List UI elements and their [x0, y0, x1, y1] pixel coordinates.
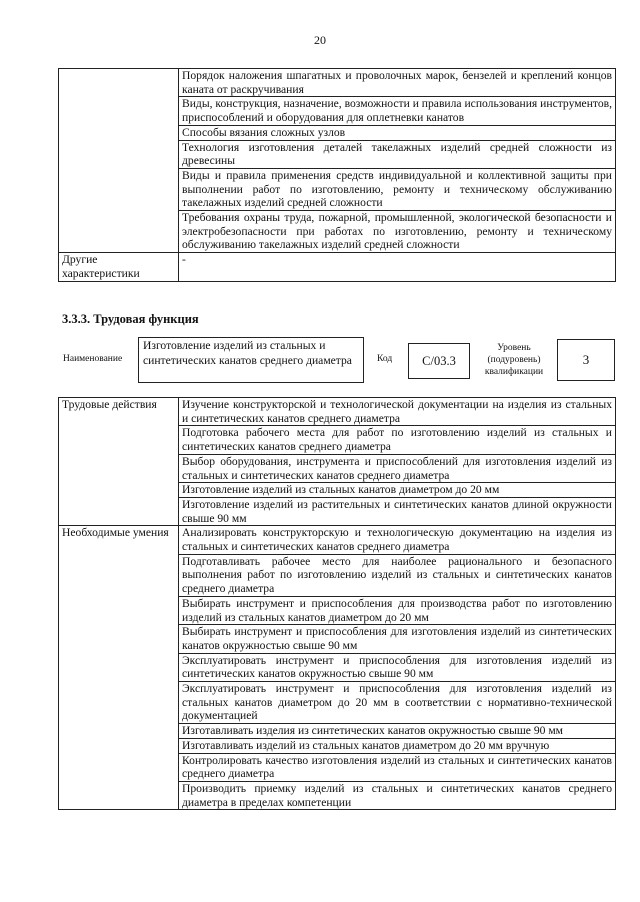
table-cell: Контролировать качество изготовления изделий из стальных и синтетических канатов среднего диаметра [179, 753, 616, 781]
table-cell: Порядок наложения шпагатных и проволочных марок, бензелей и креплений концов каната от раскручивания [179, 69, 616, 97]
page-number: 20 [314, 33, 326, 47]
table-cell: Изучение конструкторской и технологической документации на изделия из стальных и синтетических канатов среднего диаметра [179, 398, 616, 426]
labor-function-table [58, 397, 616, 810]
code-label: Код [377, 354, 393, 364]
labor-actions-label: Трудовые действия [59, 398, 179, 526]
knowledge-table-continued [58, 68, 616, 282]
table-cell: Виды, конструкция, назначение, возможности и правила использования инструментов, приспособлений и оборудования для оплетневки канатов [179, 97, 616, 125]
table-cell: Эксплуатировать инструмент и приспособления для изготовления изделий из синтетических канатов окружностью свыше 90 мм [179, 653, 616, 681]
required-skills-label: Необходимые умения [59, 526, 179, 810]
table-cell: Подготавливать рабочее место для наиболее рационального и безопасного выполнения работ по изготовлению изделий из стальных и синтетических канатов среднего диаметра [179, 554, 616, 596]
table-cell: Выбор оборудования, инструмента и приспособлений для изготовления изделий из стальных и синтетических канатов среднего диаметра [179, 454, 616, 482]
table-cell: Технология изготовления деталей такелажных изделий средней сложности из древесины [179, 140, 616, 168]
section-title: 3.3.3. Трудовая функция [62, 312, 199, 326]
table-cell: Требования охраны труда, пожарной, промышленной, экологической безопасности и электробезопасности при работах по изготовлению, ремонту и техническому обслуживанию такелажных изделий средней сложности [179, 211, 616, 253]
code-box: С/03.3 [408, 343, 470, 379]
table-row [59, 398, 616, 426]
other-characteristics-value: - [179, 253, 616, 281]
name-label: Наименование [63, 354, 123, 364]
table-cell: Изготавливать изделия из синтетических канатов окружностью свыше 90 мм [179, 724, 616, 739]
table-cell: Подготовка рабочего места для работ по изготовлению изделий из стальных и синтетических канатов среднего диаметра [179, 426, 616, 454]
level-box: 3 [557, 339, 615, 381]
other-characteristics-label: Другие характеристики [59, 253, 179, 281]
table-cell: Производить приемку изделий из стальных и синтетических канатов среднего диаметра в пределах компетенции [179, 781, 616, 809]
table-cell: Изготовление изделий из растительных и синтетических канатов длиной окружности свыше 90 мм [179, 497, 616, 525]
table-cell: Анализировать конструкторскую и технологическую документацию на изделия из стальных и синтетических канатов среднего диаметра [179, 526, 616, 554]
table-cell: Способы вязания сложных узлов [179, 125, 616, 140]
table-row [59, 253, 616, 281]
table-row [59, 69, 616, 97]
table-cell: Изготовление изделий из стальных канатов диаметром до 20 мм [179, 483, 616, 498]
function-name-box: Изготовление изделий из стальных и синтетических канатов среднего диаметра [138, 337, 364, 383]
table-row [59, 526, 616, 554]
table-cell: Изготавливать изделий из стальных канатов диаметром до 20 мм вручную [179, 738, 616, 753]
table-cell: Виды и правила применения средств индивидуальной и коллективной защиты при выполнении работ по изготовлению, ремонту и техническому обслуживанию такелажных изделий средней сложности [179, 168, 616, 210]
empty-label-cell [59, 69, 179, 253]
table-cell: Эксплуатировать инструмент и приспособления для изготовления изделий из стальных канатов диаметром до 20 мм в соответствии с нормативно-технической документацией [179, 682, 616, 724]
table-cell: Выбирать инструмент и приспособления для изготовления изделий из синтетических канатов окружностью свыше 90 мм [179, 625, 616, 653]
table-cell: Выбирать инструмент и приспособления для производства работ по изготовлению изделий из стальных канатов диаметром до 20 мм [179, 596, 616, 624]
level-label: Уровень (подуровень) квалификации [484, 343, 544, 377]
